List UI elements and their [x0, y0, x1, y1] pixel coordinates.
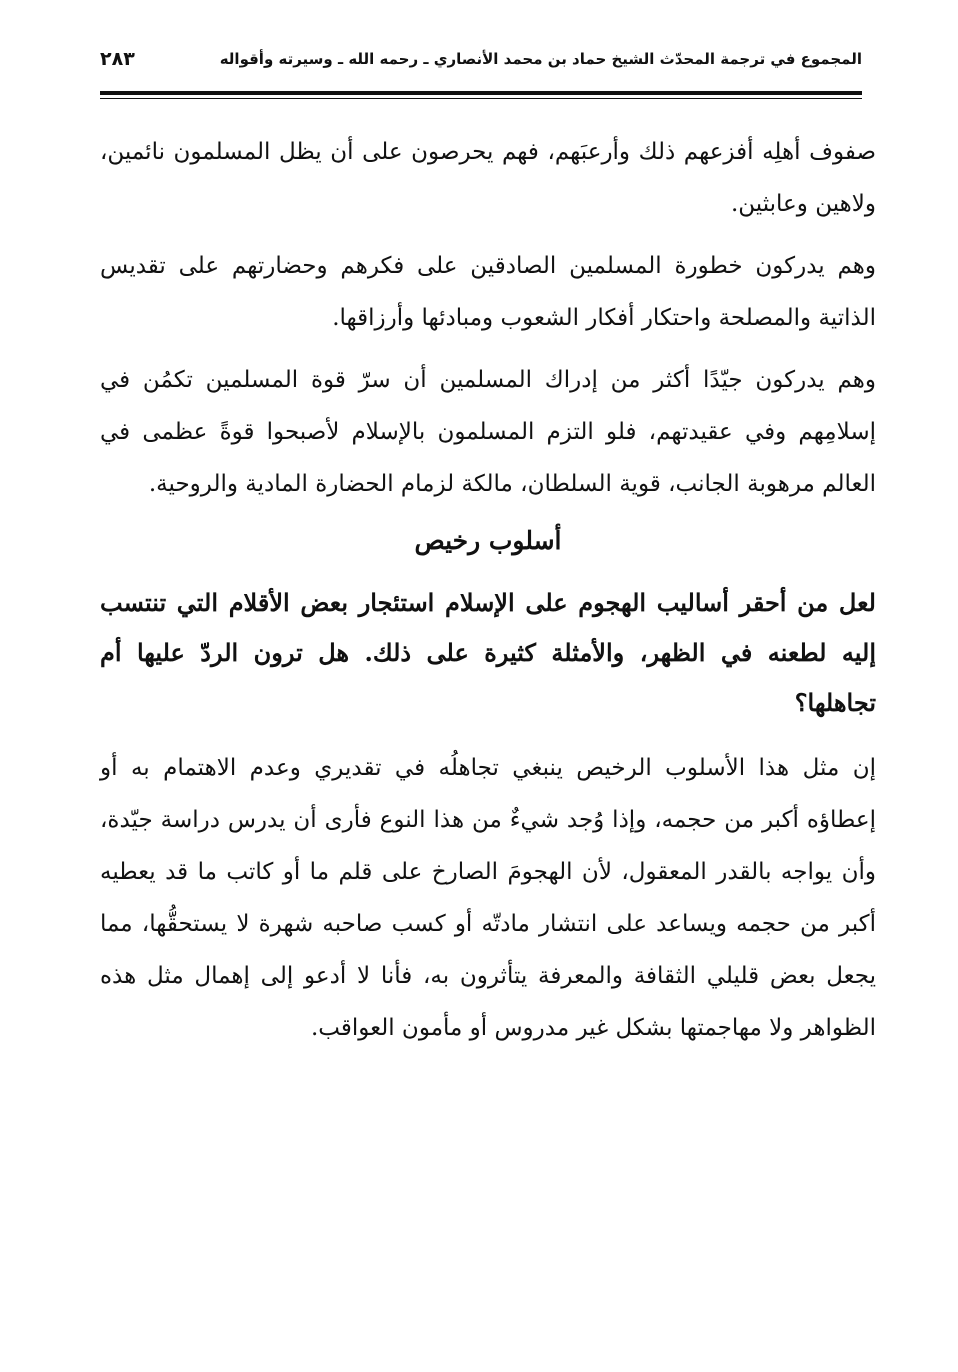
- paragraph-1: صفوف أهلِه أفزعهم ذلك وأرعبَهم، فهم يحرصون على أن يظل المسلمون نائمين، ولاهين وعابثين.: [100, 139, 876, 217]
- paragraph-3: وهم يدركون جيّدًا أكثر من إدراك المسلمين أن سرّ قوة المسلمين تكمُن في إسلامِهم وفي عقيدتهم، فلو التزم المسلمون بالإسلام لأصبحوا قوةً عظمى في العالم مرهوبة الجانب، قوية السلطان، مالكة لزمام الحضارة المادية والروحية.: [100, 367, 876, 497]
- interview-question: لعل من أحقر أساليب الهجوم على الإسلام استئجار بعض الأقلام التي تنتسب إليه لطعنه في الظهر، والأمثلة كثيرة على ذلك. هل ترون الردّ عليها أم تجاهلها؟: [100, 588, 876, 717]
- interview-answer: إن مثل هذا الأسلوب الرخيص ينبغي تجاهلُه في تقديري وعدم الاهتمام به أو إعطاؤه أكبر من حجمه، وإذا وُجد شيءٌ من هذا النوع فأرى أن يدرس دراسة جيّدة، وأن يواجه بالقدر المعقول، لأن الهجومَ الصارخ على قلم ما أو كاتب ما قد يعطيه أكبر من حجمه ويساعد على انتشار مادتّه أو كسب صاحبه شهرة لا يستحقُّها، مما يجعل بعض قليلي الثقافة والمعرفة يتأثرون به، فأنا لا أدعو إلى إهمال مثل هذه الظواهر ولا مهاجمتها بشكل غير مدروس أو مأمون العواقب.: [100, 755, 876, 1041]
- running-header: [100, 44, 862, 74]
- header-rule-thin: [100, 98, 862, 99]
- header-rule-thick: [100, 91, 862, 95]
- running-title: المجموع في ترجمة المحدّث الشيخ حماد بن محمد الأنصاري ـ رحمه الله ـ وسيرته وأقواله: [219, 50, 862, 68]
- paragraph-2: وهم يدركون خطورة المسلمين الصادقين على فكرهم وحضارتهم على تقديس الذاتية والمصلحة واحتكار أفكار الشعوب ومبادئها وأرزاقها.: [100, 253, 876, 331]
- page-number: ٢٨٣: [100, 48, 135, 70]
- section-heading: أسلوب رخيص: [414, 526, 562, 555]
